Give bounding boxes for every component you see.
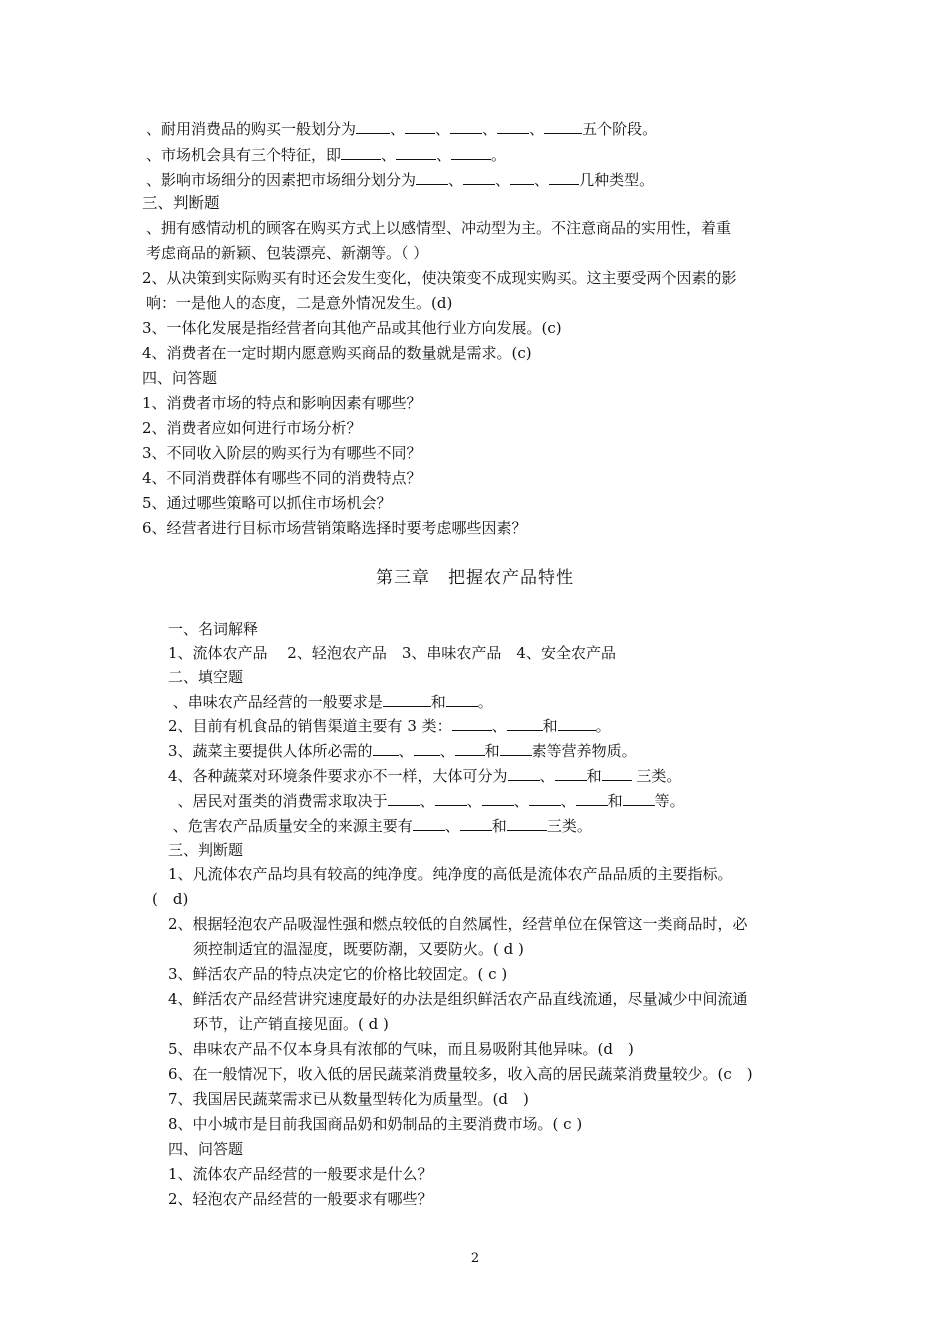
fill-in-blank [507,816,547,831]
text-line [168,816,592,836]
text-line [146,293,452,313]
text-line [168,989,748,1009]
line-text: 一、名词解释 [168,620,259,638]
line-text: 。 [477,693,493,711]
text-line [168,667,243,687]
fill-in-blank [463,170,495,185]
fill-in-blank [544,119,582,134]
line-text: 、危害农产品质量安全的来源主要有 [168,817,413,835]
text-line [168,1114,582,1134]
line-text: 三类。 [631,767,682,785]
line-text: 、 [482,120,498,138]
text-line [168,1164,433,1184]
text-line [168,864,733,884]
fill-in-blank [452,716,492,731]
page-number: 2 [470,1251,480,1266]
line-text: 1、消费者市场的特点和影响因素有哪些？ [142,394,422,412]
fill-in-blank [435,791,467,806]
text-line [142,368,217,388]
fill-in-blank [555,766,587,781]
line-text: 7、我国居民蔬菜需求已从数量型转化为质量型。(d ) [168,1090,529,1108]
line-text: 、 [390,120,406,138]
line-text: 、 [534,171,550,189]
line-text: 和 [542,717,558,735]
line-text: 。 [491,146,507,164]
line-text: 、 [448,171,464,189]
fill-in-blank [507,716,543,731]
line-text: 四、问答题 [142,369,218,387]
line-text: 4、鲜活农产品经营讲究速度最好的办法是组织鲜活农产品直线流通，尽量减少中间流通 [168,990,748,1008]
fill-in-blank [388,791,420,806]
line-text: 、 [398,742,414,760]
line-text: 、 [436,146,452,164]
fill-in-blank [529,791,561,806]
line-text: 和 [607,792,623,810]
line-text: 2、从决策到实际购买有时还会发生变化，使决策变不成现实购买。这主要受两个因素的影 [142,269,737,287]
text-line [142,193,220,213]
line-text: 和 [484,742,500,760]
line-text: 和 [491,817,507,835]
line-text: 2、消费者应如何进行市场分析？ [142,419,362,437]
line-text: 、拥有感情动机的顾客在购买方式上以感情型、冲动型为主。不注意商品的实用性，着重 [146,219,732,237]
fill-in-blank [405,119,435,134]
line-text: 4、不同消费群体有哪些不同的消费特点？ [142,469,422,487]
line-text: 5、通过哪些策略可以抓住市场机会？ [142,494,392,512]
text-line [168,914,748,934]
line-text: 、耐用消费品的购买一般划分为 [146,120,357,138]
line-text: 、 [381,146,397,164]
text-line [168,1189,433,1209]
fill-in-blank [413,816,445,831]
text-line [142,468,422,488]
line-text: 5、串味农产品不仅本身具有浓郁的气味，而且易吸附其他异味。(d ) [168,1040,634,1058]
chapter-title: 第三章 把握农产品特性 [376,568,574,588]
text-line [168,741,637,761]
line-text: ( d) [152,890,189,908]
line-text: 3、蔬菜主要提供人体所必需的 [168,742,373,760]
fill-in-blank [549,170,579,185]
line-text: 、 [529,120,545,138]
text-line [142,418,362,438]
text-line [146,170,654,190]
text-line [168,766,681,786]
line-text: 3、鲜活农产品的特点决定它的价格比较固定。( c ) [168,965,508,983]
fill-in-blank [497,119,529,134]
text-line [142,493,392,513]
text-line [168,643,616,663]
text-line [146,119,657,139]
text-line [193,1014,389,1034]
fill-in-blank [396,145,436,160]
text-line [142,443,422,463]
fill-in-blank [558,716,596,731]
line-text: 、影响市场细分的因素把市场细分划分为 [146,171,417,189]
fill-in-blank [455,741,485,756]
line-text: 、 [495,171,511,189]
line-text: 二、填空题 [168,668,244,686]
fill-in-blank [450,119,482,134]
line-text: 1、流体农产品经营的一般要求是什么？ [168,1165,433,1183]
line-text: 2、根据轻泡农产品吸湿性强和燃点较低的自然属性，经营单位在保管这一类商品时，必 [168,915,748,933]
text-line [193,939,524,959]
line-text: 三、判断题 [168,841,244,859]
line-text: 等。 [654,792,685,810]
line-text: 、 [466,792,482,810]
fill-in-blank [602,766,632,781]
text-line [142,518,527,538]
fill-in-blank [414,741,440,756]
line-text: 素等营养物质。 [531,742,637,760]
line-text: 4、消费者在一定时期内愿意购买商品的数量就是需求。(c) [142,344,532,362]
line-text: 须控制适宜的温湿度，既要防潮，又要防火。( d ) [193,940,524,958]
line-text: 6、经营者进行目标市场营销策略选择时要考虑哪些因素？ [142,519,527,537]
line-text: 、 [419,792,435,810]
line-text: 1、流体农产品 2、轻泡农产品 3、串味农产品 4、安全农产品 [168,644,616,662]
line-text: 、串味农产品经营的一般要求是 [168,693,383,711]
text-line [168,964,507,984]
line-text: 、 [439,742,455,760]
fill-in-blank [460,816,492,831]
line-text: 6、在一般情况下，收入低的居民蔬菜消费量较多，收入高的居民蔬菜消费量较少。(c ) [168,1065,753,1083]
fill-in-blank [416,170,448,185]
line-text: 3、一体化发展是指经营者向其他产品或其他行业方向发展。(c) [142,319,562,337]
line-text: 2、轻泡农产品经营的一般要求有哪些？ [168,1190,433,1208]
line-text: 几种类型。 [579,171,655,189]
text-line [168,619,258,639]
fill-in-blank [623,791,655,806]
line-text: 四、问答题 [168,1140,244,1158]
fill-in-blank [510,170,534,185]
line-text: 、 [444,817,460,835]
text-line [168,716,611,736]
fill-in-blank [373,741,399,756]
fill-in-blank [356,119,390,134]
fill-in-blank [446,692,478,707]
text-line [168,1139,243,1159]
text-line [142,318,562,338]
text-line [152,889,188,909]
line-text: 、 [560,792,576,810]
line-text: 、 [513,792,529,810]
line-text: 三类。 [546,817,592,835]
text-line [168,791,685,811]
text-line [146,243,428,263]
fill-in-blank [482,791,514,806]
fill-in-blank [451,145,491,160]
text-line [168,840,243,860]
line-text: 响：一是他人的态度，二是意外情况发生。(d) [146,294,453,312]
line-text: 8、中小城市是目前我国商品奶和奶制品的主要消费市场。( c ) [168,1115,583,1133]
fill-in-blank [383,692,431,707]
fill-in-blank [508,766,540,781]
line-text: 、 [435,120,451,138]
text-line [142,268,737,288]
line-text: 1、凡流体农产品均具有较高的纯净度。纯净度的高低是流体农产品品质的主要指标。 [168,865,733,883]
line-text: 考虑商品的新颖、包装漂亮、新潮等。（ ） [146,244,429,262]
line-text: 、居民对蛋类的消费需求取决于 [168,792,388,810]
text-line [146,218,731,238]
line-text: 三、判断题 [142,194,220,212]
line-text: 3、不同收入阶层的购买行为有哪些不同？ [142,444,422,462]
text-line [168,1064,753,1084]
line-text: 、 [539,767,555,785]
line-text: 环节，让产销直接见面。( d ) [193,1015,389,1033]
text-line [168,1089,529,1109]
line-text: 和 [430,693,446,711]
text-line [142,343,532,363]
text-line [168,1039,634,1059]
text-line [142,393,422,413]
fill-in-blank [500,741,532,756]
line-text: 4、各种蔬菜对环境条件要求亦不一样，大体可分为 [168,767,508,785]
text-line [146,145,506,165]
line-text: 五个阶段。 [582,120,658,138]
fill-in-blank [341,145,381,160]
line-text: 。 [595,717,611,735]
line-text: 2、目前有机食品的销售渠道主要有 3 类： [168,717,452,735]
line-text: 、 [491,717,507,735]
line-text: 和 [586,767,602,785]
line-text: 、市场机会具有三个特征，即 [146,146,342,164]
fill-in-blank [576,791,608,806]
text-line [168,692,493,712]
